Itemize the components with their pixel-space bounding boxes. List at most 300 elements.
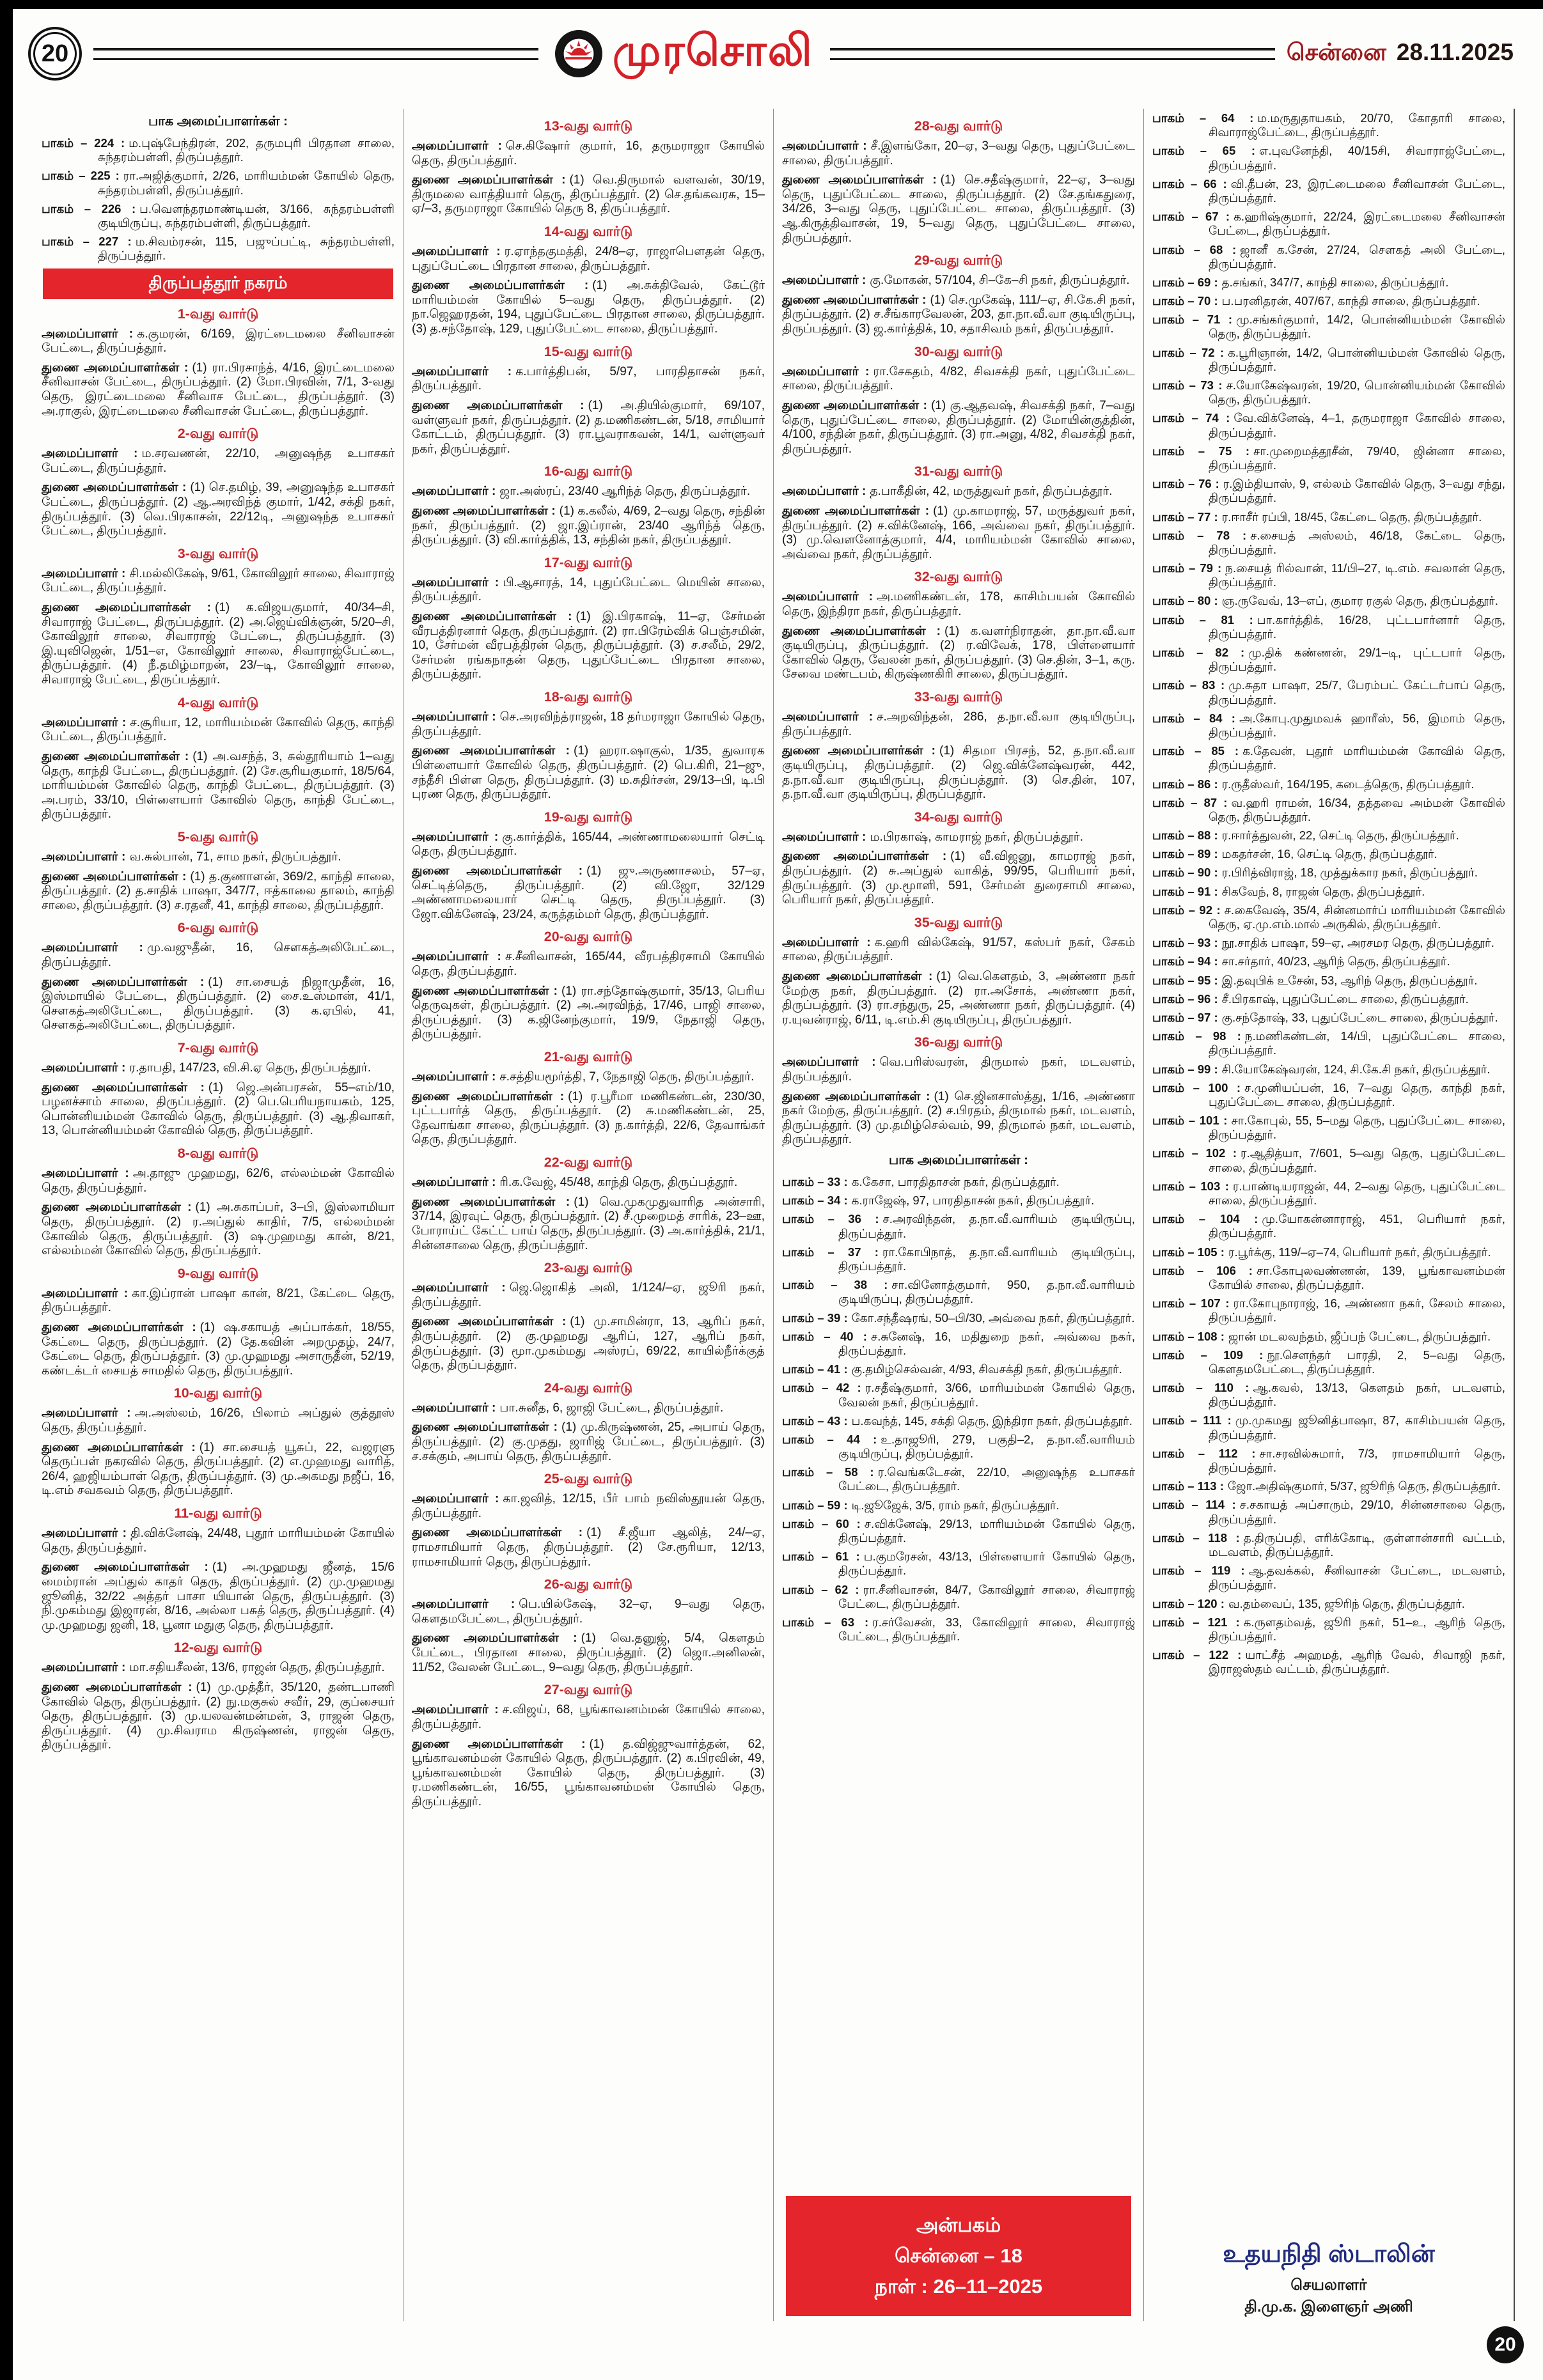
pagam-text: ப.கவந்த், 145, சக்தி தெரு, இந்திரா நகர், திருப்பத்தூர். <box>851 1413 1132 1427</box>
ward-heading: 12-வது வார்டு <box>173 1640 263 1656</box>
organizer-para <box>42 870 395 914</box>
para-text: ம.சரவணன், 22/10, அனுஷந்த உபாசகர் பேட்டை, திருப்பத்தூர். <box>42 447 395 475</box>
pagam-label: பாகம் – 101 : <box>1152 1114 1228 1128</box>
pagam-label: பாகம் – 87 : <box>1152 795 1228 809</box>
pagam-label: பாகம் – 92 : <box>1152 903 1221 917</box>
ward-heading: 8-வது வார்டு <box>177 1146 259 1162</box>
masthead <box>550 26 818 82</box>
para-label: துணை அமைப்பாளர்கள் : <box>782 850 947 864</box>
pagam-entry <box>782 1517 1135 1545</box>
organizer-para <box>42 1681 395 1753</box>
pagam-text: நூ.சாதிக் பாஷா, 59–ஏ, அரசமர தெரு, திருப்பத்தூர். <box>1221 936 1494 950</box>
pagam-label: பாகம் – 88 : <box>1152 828 1218 843</box>
pagam-label: பாகம் – 66 : <box>1152 176 1227 191</box>
pagam-text: ர.பாண்டியராஜன், 44, 2–வது தெரு, புதுப்பேட்டை சாலை, திருப்பத்தூர். <box>1209 1179 1505 1207</box>
pagam-text: யாட்சீத் அஹமத், ஆரிந் வேல், சிவாஜி நகர், இராஜஸ்தம் வட்டம், திருப்பத்தூர். <box>1209 1648 1505 1676</box>
para-text: (1) சீ.ஜீயா ஆலித், 24/–ஏ, ராமசாமியார் தெரு, திருப்பத்தூர். (2) சே.ரூரியா, 12/13, ராமசாமியார் தெரு, திருப்பத்தூர். <box>412 1526 765 1569</box>
pagam-text: த.திருப்பதி, எரிக்கோடி, குள்ளான்சாரி வட்டம், மடவளம், திருப்பத்தூர். <box>1209 1530 1505 1559</box>
pagam-label: பாகம் – 100 : <box>1152 1080 1241 1094</box>
pagam-label: பாகம் – 79 : <box>1152 561 1222 575</box>
pagam-label: பாகம் – 121 : <box>1152 1615 1240 1629</box>
organizer-para <box>42 716 395 745</box>
para-label: அமைப்பாளர் : <box>42 850 126 864</box>
pagam-label: பாகம் – 40 : <box>782 1329 867 1343</box>
para-label: துணை அமைப்பாளர்கள் : <box>42 975 205 989</box>
pagam-label: பாகம் – 68 : <box>1152 242 1237 256</box>
pagam-text: ரா.கோபுநாராஜ், 16, அண்ணா நகர், சேலம் சாலை, திருப்பத்தூர். <box>1209 1296 1505 1325</box>
pagam-label: பாகம் – 103 : <box>1152 1179 1229 1193</box>
para-label: அமைப்பாளர் : <box>42 941 143 955</box>
ward-heading: 11-வது வார்டு <box>174 1505 262 1521</box>
pagam-label: பாகம் – 39 : <box>782 1311 848 1325</box>
ward-heading: 2-வது வார்டு <box>177 426 259 442</box>
para-label: துணை அமைப்பாளர்கள் : <box>412 984 558 998</box>
organizer-para <box>412 1631 765 1675</box>
ward-heading: 33-வது வார்டு <box>914 689 1003 705</box>
signature-block <box>1152 2233 1505 2319</box>
column-footer <box>782 2188 1135 2319</box>
pagam-label: பாகம் – 84 : <box>1152 711 1235 725</box>
para-text: அ.மணிகண்டன், 178, காசிம்பயன் கோவில் தெரு, இந்திரா நகர், திருப்பத்தூர். <box>782 590 1135 619</box>
ward-heading: 4-வது வார்டு <box>177 694 259 710</box>
ward-heading: 17-வது வார்டு <box>544 554 633 570</box>
pagam-entry <box>1152 1330 1505 1344</box>
pagam-text: இ.தவுபிக் உசேன், 53, ஆரிந் தெரு, திருப்பத்தூர். <box>1221 973 1478 987</box>
pagam-entry <box>1152 210 1505 238</box>
para-label: அமைப்பாளர் : <box>42 1406 131 1420</box>
para-label: துணை அமைப்பாளர்கள் : <box>42 601 212 615</box>
pagam-entry <box>1152 1447 1505 1475</box>
organizer-para <box>782 970 1135 1027</box>
pagam-text: ர.இம்தியாஸ், 9, எல்லம் கோவில் தெரு, 3–வது சந்து, திருப்பத்தூர். <box>1209 477 1505 505</box>
section-heading: பாக அமைப்பாளர்கள் : <box>148 114 288 128</box>
ward-heading: 14-வது வார்டு <box>544 224 633 240</box>
para-label: அமைப்பாளர் : <box>42 566 126 580</box>
organizer-para <box>782 830 1135 845</box>
pagam-entry <box>1152 177 1505 205</box>
pagam-text: வ.ஹரி ராமன், 16/34, தத்தவை அம்மன் கோவில் தெரு, திருப்பத்தூர். <box>1209 795 1505 823</box>
para-label: துணை அமைப்பாளர்கள் : <box>412 744 570 758</box>
para-label: துணை அமைப்பாளர்கள் : <box>782 1089 930 1103</box>
pagam-text: ர.பூர்க்கு, 119/–ஏ–74, பெரியார் நகர், திருப்பத்தூர். <box>1228 1245 1491 1259</box>
para-text: (1) க.வளர்நிராதன், தா.நா.வீ.வா குடியிருப்பு, திருப்பத்தூர். (2) ர.விவேக், 178, பிள்ளையார் கோவில் தெரு, வேலன் நகர், திருப்பத்தூர். (3) செ.தின், 3–1, கரு. சேவை மண்டபம், கிருஷ்ணகிரி சாலை, திருப்பத்தூர். <box>782 624 1135 681</box>
para-label: அமைப்பாளர் : <box>412 1176 496 1190</box>
news-column <box>33 109 403 2321</box>
organizer-para <box>42 1167 395 1195</box>
page-number-top: 20 <box>28 27 82 81</box>
para-label: துணை அமைப்பாளர்கள் : <box>42 1201 192 1215</box>
pagam-entry <box>1152 594 1505 608</box>
para-label: துணை அமைப்பாளர்கள் : <box>42 1440 196 1454</box>
para-label: துணை அமைப்பாளர்கள் : <box>412 504 556 518</box>
organizer-para <box>412 1492 765 1521</box>
header-rule-right <box>830 48 1275 60</box>
pagam-entry <box>1152 1564 1505 1592</box>
organizer-para <box>42 941 395 970</box>
para-text: (1) க.கலீல், 4/69, 2–வது தெரு, சந்தின் நகர், திருப்பத்தூர். (2) ஜா.இப்ரான், 23/40 ஆரிந்த் தெரு, திருப்பத்தூர். (3) வி.கார்த்திக், 13, சந்தின் நகர், திருப்பத்தூர். <box>412 504 765 547</box>
para-text: கு.மோகன், 57/104, சி–கே–சி நகர், திருப்பத்தூர். <box>870 274 1130 288</box>
para-label: அமைப்பாளர் : <box>782 590 873 604</box>
para-text: மு.வஜுதீன், 16, சௌகத்அலிபேட்டை, திருப்பத்தூர். <box>42 941 395 969</box>
pagam-entry <box>1152 111 1505 139</box>
pagam-text: ச.முனியப்பன், 16, 7–வது தெரு, காந்தி நகர், புதுப்பேட்டை சாலை, திருப்பத்தூர். <box>1209 1080 1505 1108</box>
pagam-label: பாகம் – 111 : <box>1152 1413 1232 1427</box>
pagam-text: ச.கைவேஷ், 35/4, சின்னமார்ப் மாரியம்மன் கோவில் தெரு, ஏ.மு.எம்.மால் அருகில், திருப்பத்தூர். <box>1209 903 1505 931</box>
pagam-text: ப.பரனிதரன், 407/67, காந்தி சாலை, திருப்பத்தூர். <box>1221 294 1480 308</box>
pagam-entry <box>1152 1413 1505 1442</box>
organizer-para <box>412 744 765 802</box>
pagam-text: சா.முறைமத்தூசீன், 79/40, ஜின்னா சாலை, திருப்பத்தூர். <box>1209 444 1505 472</box>
organizer-para <box>782 850 1135 907</box>
column-body <box>412 111 765 2319</box>
ward-heading: 9-வது வார்டு <box>177 1265 259 1281</box>
para-label: துணை அமைப்பாளர்கள் : <box>412 864 583 878</box>
pagam-entry <box>1152 974 1505 988</box>
ward-heading: 18-வது வார்டு <box>544 689 633 705</box>
organizer-para <box>782 1090 1135 1147</box>
organizer-para <box>42 750 395 822</box>
pagam-label: பாகம் – 96 : <box>1152 992 1218 1006</box>
pagam-text: ச.யோகேஷ்வரன், 19/20, பொன்னியம்மன் கோவில் தெரு, திருப்பத்தூர். <box>1209 378 1505 407</box>
para-label: அமைப்பாளர் : <box>42 447 138 461</box>
anbagam-line: சென்னை – 18 <box>895 2244 1022 2267</box>
pagam-label: பாகம் – 90 : <box>1152 866 1218 880</box>
pagam-entry <box>1152 1381 1505 1409</box>
para-label: துணை அமைப்பாளர்கள் : <box>412 279 589 293</box>
organizer-para <box>412 1315 765 1373</box>
pagam-text: வ.தம்வைப், 135, ஜூரிந் தெரு, திருப்பத்தூர். <box>1228 1596 1465 1610</box>
pagam-text: ச.சகாயத் அப்சாரும், 29/10, சின்னசாலை தெரு, திருப்பத்தூர். <box>1209 1498 1505 1526</box>
pagam-entry <box>782 1381 1135 1409</box>
pagam-label: பாகம் – 69 : <box>1152 275 1218 289</box>
para-label: துணை அமைப்பாளர்கள் : <box>42 869 187 883</box>
para-text: சி.மல்லிகேஷ், 9/61, கோவிலூர் சாலை, சிவாராஜ் பேட்டை, திருப்பத்தூர். <box>42 566 395 595</box>
para-text: பி.ஆசாரத், 14, புதுப்பேட்டை மெயின் சாலை, திருப்பத்தூர். <box>412 575 765 604</box>
pagam-entry <box>782 1194 1135 1208</box>
ward-heading: 31-வது வார்டு <box>914 463 1003 479</box>
pagam-label: பாகம் – 104 : <box>1152 1212 1258 1226</box>
pagam-label: பாகம் – 78 : <box>1152 528 1247 542</box>
para-text: செ.கிஷோர் குமார், 16, தருமராஜா கோயில் தெரு, திருப்பத்தூர். <box>412 139 765 167</box>
pagam-label: பாகம் – 99 : <box>1152 1062 1218 1076</box>
para-label: அமைப்பாளர் : <box>412 1070 496 1084</box>
para-text: (1) கு.ஆதவஷ், சிவசக்தி நகர், 7–வது தெரு, புதுப்பேட்டை சாலை, திருப்பத்தூர். (2) மோயின்குத்தின், 4/100, சந்தின் நகர், திருப்பத்தூர். (3) ரா.அனு, 4/82, சிவசக்தி நகர், திருப்பத்தூர். <box>782 398 1135 456</box>
para-text: தி.விக்னேஷ், 24/48, புதூர் மாரியம்மன் கோயில் தெரு, திருப்பத்தூர். <box>42 1527 395 1555</box>
section-heading: பாக அமைப்பாளர்கள் : <box>888 1153 1028 1168</box>
para-label: துணை அமைப்பாளர்கள் : <box>782 624 941 638</box>
pagam-label: பாகம் – 98 : <box>1152 1029 1241 1043</box>
column-body <box>42 111 395 2319</box>
pagam-label: பாகம் – 97 : <box>1152 1010 1218 1024</box>
pagam-text: ரா.அஜித்குமார், 2/26, மாரியம்மன் கோயில் தெரு, சுந்தரம்பள்ளி, திருப்பத்தூர். <box>98 169 395 197</box>
para-text: (1) வெ.கௌதம், 3, அண்ணா நகர் மேற்கு நகர், திருப்பத்தூர். (2) ரா.அசோக், அண்ணா நகர், திருப்பத்தூர். (3) ரா.சந்துரு, 25, அண்ணா நகர், திருப்பத்தூர். (4) ர.யுவன்ராஜ், 6/11, டி.எம்.சி குடியிருப்பு, திருப்பத்தூர். <box>782 969 1135 1027</box>
column-footer <box>1152 2233 1505 2319</box>
pagam-text: சா.வினோத்குமார், 950, த.நா.வீ.வாரியம் குடியிருப்பு, திருப்பத்தூர். <box>838 1278 1135 1306</box>
para-label: அமைப்பாளர் : <box>412 485 496 499</box>
pagam-entry <box>782 1212 1135 1240</box>
pagam-entry <box>1152 243 1505 271</box>
pagam-entry <box>1152 954 1505 968</box>
ward-heading: 32-வது வார்டு <box>914 569 1003 585</box>
para-text: ஜெ.ஜொகித் அலி, 1/124/–ஏ, ஜூரி நகர், திருப்பத்தூர். <box>412 1281 765 1309</box>
para-text: (1) அ.சுகாப்பர், 3–பி, இஸ்லாமியா தெரு, திருப்பத்தூர். (2) ர.அப்துல் காதிர், 7/5, எல்லம்மன் கோவில் தெரு, திருப்பத்தூர். (3) ஷ.முஹமது கான், 8/21, எல்லம்மன் கோவில் தெரு, திருப்பத்தூர். <box>42 1201 395 1258</box>
para-label: துணை அமைப்பாளர்கள் : <box>412 1631 577 1645</box>
pagam-entry <box>1152 313 1505 341</box>
pagam-text: ஆ.கவல், 13/13, கௌதம் நகர், படவளம், திருப்பத்தூர். <box>1209 1381 1505 1409</box>
para-label: துணை அமைப்பாளர்கள் : <box>42 1680 192 1694</box>
pagam-entry <box>1152 1498 1505 1526</box>
organizer-para <box>42 1406 395 1435</box>
pagam-text: ரா.கோபிநாத், த.நா.வீ.வாரியம் குடியிருப்பு, திருப்பத்தூர். <box>838 1245 1135 1273</box>
para-text: (1) அ.தியில்குமார், 69/107, வள்ளுவர் நகர், திருப்பத்தூர். (2) த.மணிகண்டன், 5/18, சாமியார் கோட்டம், திருப்பத்தூர். (3) ரா.பூவராகவன், 14/1, வள்ளுவர் நகர், திருப்பத்தூர். <box>412 398 765 456</box>
pagam-text: ச.சையத் அஸ்லம், 46/18, கேட்டை தெரு, திருப்பத்தூர். <box>1209 528 1505 556</box>
pagam-text: ப.குமரேசன், 43/13, பிள்ளையார் கோயில் தெரு, திருப்பத்தூர். <box>838 1550 1135 1578</box>
pagam-entry <box>1152 444 1505 472</box>
ward-heading: 25-வது வார்டு <box>544 1471 633 1487</box>
organizer-para <box>782 293 1135 337</box>
pagam-entry <box>42 202 395 230</box>
pagam-entry <box>1152 411 1505 439</box>
pagam-label: பாகம் – 43 : <box>782 1413 848 1427</box>
pagam-text: ம.மருதுதாயகம், 20/70, கோதாரி சாலை, சிவாராஜ்பேட்டை, திருப்பத்தூர். <box>1209 111 1505 139</box>
pagam-entry <box>782 1615 1135 1644</box>
ward-heading: 30-வது வார்டு <box>914 343 1003 359</box>
organizer-para <box>42 1661 395 1676</box>
pagam-text: வே.விக்னேஷ், 4–1, தருமராஜா கோவில் சாலை, திருப்பத்தூர். <box>1209 411 1505 439</box>
pagam-entry <box>1152 1348 1505 1376</box>
para-text: (1) த.குணாளன், 369/2, காந்தி சாலை, திருப்பத்தூர். (2) த.சாதிக் பாஷா, 347/7, ஈத்காலை தாலம், காந்தி சாலை, திருப்பத்தூர். (3) ச.ரதனீ, 41, காந்தி சாலை, திருப்பத்தூர். <box>42 869 395 912</box>
organizer-para <box>412 1703 765 1732</box>
ward-heading: 16-வது வார்டு <box>544 463 633 479</box>
para-text: மா.சதியசீலன், 13/6, ராஜன் தெரு, திருப்பத்தூர். <box>129 1661 385 1675</box>
para-label: அமைப்பாளர் : <box>42 327 134 341</box>
para-text: ர.தாபதி, 147/23, வி.சி.ஏ தெரு, திருப்பத்தூர். <box>129 1061 372 1075</box>
edition-name: சென்னை <box>1286 39 1386 66</box>
para-text: சீ.இளங்கோ, 20–ஏ, 3–வது தெரு, புதுப்பேட்டை சாலை, திருப்பத்தூர். <box>782 139 1135 167</box>
pagam-label: பாகம் – 89 : <box>1152 847 1218 861</box>
pagam-entry <box>782 1311 1135 1325</box>
pagam-label: பாகம் – 224 : <box>42 136 125 150</box>
ward-heading: 35-வது வார்டு <box>914 914 1003 930</box>
para-text: ரா.சேகதம், 4/82, சிவசக்தி நகர், புதுப்பேட்டை சாலை, திருப்பத்தூர். <box>782 364 1135 393</box>
pagam-text: ஜோ.அதிஷ்குமார், 5/37, ஜூரிந் தெரு, திருப்பத்தூர். <box>1227 1479 1501 1493</box>
column-body <box>782 111 1135 2188</box>
para-text: (1) செ.ஜினசாஸ்த்து, 1/16, அண்ணா நகர் மேற்கு, திருப்பத்தூர். (2) ச.பிரதம், திருமால் நகர், மடவளம், திருப்பத்தூர். (3) மு.தமிழ்செல்வம், 99, திருமால் நகர், மடவளம், திருப்பத்தூர். <box>782 1089 1135 1147</box>
pagam-label: பாகம் – 105 : <box>1152 1245 1225 1259</box>
ward-heading: 36-வது வார்டு <box>914 1034 1003 1050</box>
para-label: அமைப்பாளர் : <box>412 1401 496 1415</box>
ward-heading: 21-வது வார்டு <box>544 1049 633 1065</box>
pagam-entry <box>782 1330 1135 1358</box>
pagam-entry <box>1152 378 1505 407</box>
para-text: (1) ஜெ.அன்பரசன், 55–எம்/10, பழனச்சாம் சாலை, திருப்பத்தூர். (2) பெ.பெரியநாயகம், 125, பொன்னியம்மன் கோவில் தெரு, திருப்பத்தூர். (3) ஆ.திவாகர், 13, பொன்னியம்மன் கோவில் தெரு, திருப்பத்தூர். <box>42 1080 395 1138</box>
organizer-para <box>412 504 765 548</box>
pagam-entry <box>1152 885 1505 899</box>
para-text: (1) ஹரா.ஷாகுல், 1/35, துவாரக பிள்ளையார் கோவில் தெரு, திருப்பத்தூர். (2) பெ.கிரி, 21–ஜு, சந்தீசி பிள்ள தெரு, திருப்பத்தூர். (3) ம.சுதிர்சன், 29/13–பி, டி.பி புரண தெரு, திருப்பத்தூர். <box>412 744 765 802</box>
para-text: கு.கார்த்திக், 165/44, அண்ணாமலையார் செட்டி தெரு, திருப்பத்தூர். <box>412 830 765 859</box>
para-text: அ.தாஜு முஹமது, 62/6, எல்லம்மன் கோவில் தெரு, திருப்பத்தூர். <box>42 1167 395 1195</box>
pagam-text: மு.முகமது ஜூனித்பாஷா, 87, காசிம்பயன் தெரு, திருப்பத்தூர். <box>1209 1413 1505 1442</box>
pagam-entry <box>1152 678 1505 706</box>
para-text: (1) க.விஜயகுமார், 40/34–சி, சிவாராஜ் பேட்டை, திருப்பத்தூர். (2) அ.ஜெய்விக்ஞன், 5/20–சி, கோவிலூர் சாலை, சிவாராஜ் பேட்டை, திருப்பத்தூர். (3) இ.யுவிஜென், 1/51–எ, கோவிலூர் சாலை, சிவாராஜ்பேட்டை, திருப்பத்தூர். (4) நீ.தமிழ்மாறன், 23/–டி, கோவிலூர் சாலை, சிவாராஜ் பேட்டை, திருப்பத்தூர். <box>42 601 395 687</box>
pagam-entry <box>1152 712 1505 740</box>
pagam-label: பாகம் – 63 : <box>782 1615 869 1629</box>
organizer-para <box>42 1527 395 1555</box>
header-rule-left <box>93 48 538 60</box>
para-label: துணை அமைப்பாளர்கள் : <box>42 481 187 495</box>
pagam-label: பாகம் – 64 : <box>1152 111 1254 125</box>
pagam-text: ம.புஷ்பேந்திரன், 202, தருமபுரி பிரதான சாலை, சுந்தரம்பள்ளி, திருப்பத்தூர். <box>98 136 395 164</box>
organizer-para <box>782 936 1135 965</box>
pagam-label: பாகம் – 227 : <box>42 235 132 249</box>
pagam-label: பாகம் – 42 : <box>782 1381 861 1395</box>
organizer-para <box>412 139 765 168</box>
pagam-text: மு.யோகன்னாராஜ், 451, பெரியார் நகர், திருப்பத்தூர். <box>1209 1212 1505 1240</box>
ward-heading: 34-வது வார்டு <box>914 809 1003 825</box>
pagam-entry <box>1152 1081 1505 1109</box>
pagam-entry <box>1152 903 1505 931</box>
pagam-text: எ.புவனேந்தி, 40/15சி, சிவாராஜ்பேட்டை, திருப்பத்தூர். <box>1209 144 1505 172</box>
pagam-label: பாகம் – 82 : <box>1152 646 1245 659</box>
organizer-para <box>412 984 765 1042</box>
organizer-para <box>412 1281 765 1310</box>
pagam-label: பாகம் – 77 : <box>1152 509 1218 524</box>
para-text: த.பாகீதின், 42, மருத்துவர் நகர், திருப்பத்தூர். <box>870 485 1113 499</box>
para-text: ச.சூரியா, 12, மாரியம்மன் கோவில் தெரு, காந்தி பேட்டை, திருப்பத்தூர். <box>42 715 395 744</box>
para-label: துணை அமைப்பாளர்கள் : <box>42 1560 208 1575</box>
pagam-entry <box>1152 646 1505 674</box>
news-column <box>1143 109 1514 2321</box>
pagam-entry <box>42 136 395 164</box>
signature-name: உதயநிதி ஸ்டாலின் <box>1223 2241 1435 2267</box>
para-text: (1) மு.சாமின்ரா, 13, ஆரிப் நகர், திருப்பத்தூர். (2) கு.முஹமது ஆரிப், 127, ஆரிப் நகர், திருப்பத்தூர். (3) மூா.முகம்மது அஸ்ரப், 69/22, காயில்நீர்க்குத் தெரு, திருப்பத்தூர். <box>412 1315 765 1373</box>
anbagam-box <box>786 2196 1131 2316</box>
organizer-para <box>782 485 1135 499</box>
organizer-para <box>412 1195 765 1253</box>
pagam-text: க.ராஜேஷ், 97, பாரதிதாசன் நகர், திருப்பத்தூர். <box>851 1194 1095 1208</box>
organizer-para <box>782 625 1135 682</box>
signature-role: செயலாளர் <box>1290 2276 1367 2294</box>
edition-dateline <box>1287 39 1514 69</box>
pagam-entry <box>1152 1212 1505 1240</box>
pagam-label: பாகம் – 113 : <box>1152 1479 1224 1493</box>
para-text: ச.அறவிந்தன், 286, த.நா.வீ.வா குடியிருப்பு, திருப்பத்தூர். <box>782 710 1135 738</box>
para-text: கா.ஜவித், 12/15, பீர் பாம் நவிஸ்தூயன் தெரு, திருப்பத்தூர். <box>412 1492 765 1520</box>
organizer-para <box>782 744 1135 802</box>
organizer-para <box>412 950 765 979</box>
para-label: அமைப்பாளர் : <box>782 1055 876 1069</box>
para-text: (1) வெ.முகமுதுவாரித அன்சாரி, 37/14, இரவுட் தெரு, திருப்பத்தூர். (2) சீ.முறைமத் சாரிக், 23–ஊ, போராய்ட் கேட்ட் பாய் தெரு, திருப்பத்தூர். (3) அ.கார்த்திக், 21/1, சின்னசாலை தெரு, திருப்பத்தூர். <box>412 1195 765 1252</box>
organizer-para <box>782 173 1135 245</box>
organizer-para <box>42 327 395 356</box>
organizer-para <box>412 1420 765 1464</box>
pagam-text: ஞ.ருவேவ், 13–எப், குமார ரகுல் தெரு, திருப்பத்தூர். <box>1221 594 1498 608</box>
organizer-para <box>412 1401 765 1416</box>
pagam-entry <box>782 1414 1135 1428</box>
para-text: ஜா.அஸ்ரப், 23/40 ஆரிந்த் தெரு, திருப்பத்தூர். <box>499 485 751 499</box>
pagam-entry <box>1152 796 1505 824</box>
para-text: (1) அ.வசந்த், 3, சுல்தூரியாம் 1–வது தெரு, காந்தி பேட்டை, திருப்பத்தூர். (2) சே.சூரியகுமார், 18/5/64, மாரியம்மன் கோவில் தெரு, காந்தி பேட்டை, திருப்பத்தூர். (3) அ.பரம், 33/10, பிள்ளையார் கோவில் தெரு, காந்தி பேட்டை, திருப்பத்தூர். <box>42 749 395 821</box>
pagam-text: ர.பிரித்விராஜ், 18, முத்துக்கார நகர், திருப்பத்தூர். <box>1221 866 1478 880</box>
pagam-entry <box>1152 613 1505 641</box>
ward-heading: 20-வது வார்டு <box>544 929 633 945</box>
organizer-para <box>42 1201 395 1258</box>
para-label: துணை அமைப்பாளர்கள் : <box>782 504 930 518</box>
pagam-label: பாகம் – 109 : <box>1152 1348 1264 1362</box>
organizer-para <box>412 1070 765 1085</box>
organizer-para <box>42 567 395 596</box>
pagam-label: பாகம் – 36 : <box>782 1212 879 1226</box>
organizer-para <box>42 976 395 1033</box>
pagam-label: பாகம் – 107 : <box>1152 1296 1230 1311</box>
organizer-para <box>412 576 765 605</box>
para-text: (1) சா.சையத் நிஜாமுதீன், 16, இஸ்மாயில் பேட்டை, திருப்பத்தூர். (2) சை.உஸ்மான், 41/1, சௌகத்அலிபேட்டை, திருப்பத்தூர். (3) க.ஏபில், 41, சௌகத்அலிபேட்டை, திருப்பத்தூர். <box>42 975 395 1032</box>
para-label: அமைப்பாளர் : <box>412 245 501 259</box>
pagam-entry <box>1152 276 1505 290</box>
para-text: (1) வெ.தனுஜ், 5/4, கௌதம் பேட்டை, பிரதான சாலை, திருப்பத்தூர். (2) ஜொ.அனிலன், 11/52, வேலன் பேட்டை, 9–வது தெரு, திருப்பத்தூர். <box>412 1631 765 1674</box>
organizer-para <box>412 365 765 394</box>
ward-heading: 10-வது வார்டு <box>173 1385 263 1401</box>
edition-date: 28.11.2025 <box>1396 38 1514 65</box>
para-text: பா.சுனீத, 6, ஜாஜி பேட்டை, திருப்பத்தூர். <box>499 1401 724 1415</box>
page-header <box>28 17 1514 91</box>
organizer-para <box>412 710 765 739</box>
pagam-text: டி.ஜூஜேக், 3/5, ராம் நகர், திருப்பத்தூர். <box>851 1498 1060 1512</box>
para-label: துணை அமைப்பாளர்கள் : <box>412 173 566 187</box>
para-text: (1) ஷ.சகாயத் அப்பாக்கர், 18/55, கேட்டை தெரு, திருப்பத்தூர். (2) தே.கவின் அறமுதழ், 24/7, கேட்டை தெரு, திருப்பத்தூர். (3) மு.முஹமது அசாருதீன், 52/19, கண்டக்டர் சையத் சாமதில் தெரு, திருப்பத்தூர். <box>42 1320 395 1378</box>
organizer-para <box>42 447 395 476</box>
pagam-label: பாகம் – 93 : <box>1152 936 1218 950</box>
pagam-text: ப.வெளந்தரமாண்டியன், 3/166, சுந்தரம்பள்ளி குடியிருப்பு, சுந்தரம்பள்ளி, திருப்பத்தூர். <box>98 201 395 229</box>
pagam-label: பாகம் – 80 : <box>1152 594 1218 608</box>
pagam-entry <box>1152 144 1505 172</box>
para-text: (1) மு.முத்தீர், 35/120, தண்டபாணி கோவில் தெரு, திருப்பத்தூர். (2) நு.மகுசுல் சவீர், 29, குப்சையர் தெரு, திருப்பத்தூர். (3) மு.யலவன்மன்மன், 3, ராஜன் தெரு, திருப்பத்தூர். (4) மு.சிவராம கிருஷ்ணன், ராஜன் தெரு, திருப்பத்தூர். <box>42 1680 395 1752</box>
pagam-label: பாகம் – 37 : <box>782 1245 879 1259</box>
para-label: அமைப்பாளர் : <box>412 1598 515 1612</box>
pagam-text: சா.கோபுல், 55, 5–மது தெரு, புதுப்பேட்டை சாலை, திருப்பத்தூர். <box>1209 1114 1505 1142</box>
pagam-entry <box>1152 1597 1505 1611</box>
pagam-label: பாகம் – 38 : <box>782 1278 888 1292</box>
pagam-entry <box>782 1433 1135 1461</box>
pagam-entry <box>1152 866 1505 880</box>
para-label: துணை அமைப்பாளர்கள் : <box>42 1320 196 1334</box>
para-label: துணை அமைப்பாளர்கள் : <box>412 1737 586 1751</box>
pagam-text: மு.சங்கர்குமார், 14/2, பொன்னியம்மன் கோவில் தெரு, திருப்பத்தூர். <box>1209 313 1505 341</box>
para-label: துணை அமைப்பாளர்கள் : <box>412 610 572 624</box>
pagam-text: ர.வெங்கடேசன், 22/10, அனுஷந்த உபாசகர் பேட்டை, திருப்பத்தூர். <box>838 1465 1135 1493</box>
pagam-text: மு.சுதா பாஷா, 25/7, பேரம்பட் கேட்டர்பாப் தெரு, திருப்பத்தூர். <box>1209 678 1505 706</box>
pagam-text: ச.சுனேஷ், 16, மதிதுறை நகர், அவ்வை நகர், திருப்பத்தூர். <box>838 1329 1135 1357</box>
para-label: அமைப்பாளர் : <box>782 710 873 724</box>
para-text: செ.அரவிந்த்ராஜன், 18 தர்மராஜா கோயில் தெரு, திருப்பத்தூர். <box>412 710 765 738</box>
para-text: ச.சீனிவாசன், 165/44, வீரபத்திரசாமி கோயில் தெரு, திருப்பத்தூர். <box>412 950 765 978</box>
pagam-text: ஜான் மடலவந்தம், ஜீப்பந் பேட்டை, திருப்பத்தூர். <box>1228 1329 1491 1343</box>
pagam-entry <box>782 1175 1135 1189</box>
para-label: துணை அமைப்பாளர்கள் : <box>782 173 937 187</box>
pagam-label: பாகம் – 44 : <box>782 1432 877 1446</box>
para-text: ச.சத்தியமூர்த்தி, 7, நேதாஜி தெரு, திருப்பத்தூர். <box>499 1070 755 1084</box>
pagam-text: ந.மணிகண்டன், 14/பி, புதுப்பேட்டை சாலை, திருப்பத்தூர். <box>1209 1029 1505 1057</box>
pagam-text: சீ.பிரகாஷ், புதுப்பேட்டை சாலை, திருப்பத்தூர். <box>1221 992 1469 1006</box>
pagam-label: பாகம் – 72 : <box>1152 345 1224 359</box>
para-label: அமைப்பாளர் : <box>782 935 871 949</box>
pagam-label: பாகம் – 60 : <box>782 1516 861 1530</box>
organizer-para <box>782 504 1135 562</box>
organizer-para <box>42 1441 395 1498</box>
pagam-entry <box>1152 1479 1505 1493</box>
para-text: (1) சிதமா பிரசந், 52, த.நா.வீ.வா குடியிருப்பு, திருப்பத்தூர். (2) ஜெ.விக்னேஷ்வரன், 442, த.நா.வீ.வா குடியிருப்பு, திருப்பத்தூர். (3) செ.தின், 107, த.நா.வீ.வா குடியிருப்பு, திருப்பத்தூர். <box>782 744 1135 802</box>
pagam-label: பாகம் – 76 : <box>1152 477 1219 491</box>
